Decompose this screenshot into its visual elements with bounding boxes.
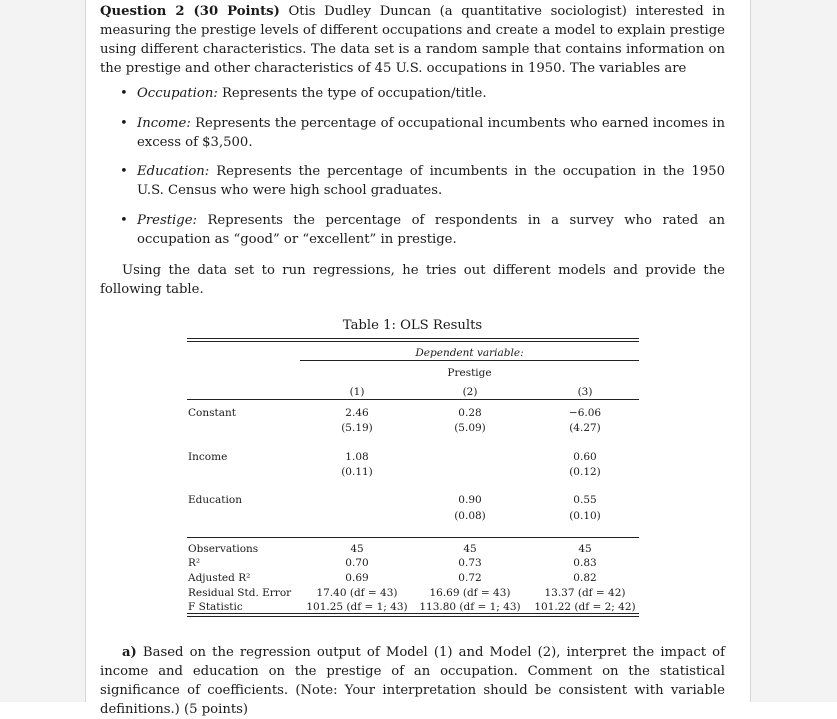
table-caption: Table 1: OLS Results: [342, 318, 483, 333]
question-intro: Otis Dudley Duncan (a quantitative sociologist) interested in measuring the prestige levels of different occupations and create a model to explain prestige using different characteristics. The data set is a random sample that contains information on the prestige and other characteristics of 45 U.S. occupations in 1950. The variables are: [100, 4, 725, 76]
stat-cell: 0.69: [345, 572, 369, 584]
se-cell: (5.09): [454, 422, 486, 434]
table-top-rule-2: [187, 341, 639, 342]
bullet-icon: •: [120, 116, 128, 131]
stat-label: F Statistic: [188, 601, 243, 613]
dep-var-rule: [300, 360, 639, 361]
row-label: Constant: [188, 407, 236, 419]
stat-cell: 0.70: [345, 557, 369, 569]
se-cell: (4.27): [569, 422, 601, 434]
model-header: (2): [462, 386, 478, 398]
part-a-label: a): [122, 645, 137, 660]
stat-cell: 13.37 (df = 42): [544, 587, 626, 599]
bullet-icon: •: [120, 213, 128, 228]
variable-desc: Represents the percentage of occupational incumbents who earned incomes in excess of $3,500.: [137, 116, 725, 150]
se-cell: (0.08): [454, 510, 486, 522]
using-paragraph: Using the data set to run regressions, he tries out different models and provide the following table.: [100, 263, 725, 297]
model-header: (3): [577, 386, 593, 398]
stat-label: Residual Std. Error: [188, 587, 292, 599]
question-paragraph: [100, 2, 725, 78]
se-cell: (5.19): [341, 422, 373, 434]
stat-label: Adjusted R²: [188, 572, 251, 584]
variable-name: Income:: [137, 116, 191, 131]
list-item: [100, 212, 725, 249]
coef-cell: 2.46: [345, 407, 369, 419]
variable-name: Occupation:: [137, 86, 218, 101]
stat-cell: 16.69 (df = 43): [429, 587, 511, 599]
stat-cell: 0.83: [573, 557, 597, 569]
row-label: Education: [188, 494, 242, 506]
stat-label: R²: [188, 557, 201, 569]
dep-var-header: Dependent variable:: [415, 347, 524, 359]
table-bottom-rule-2: [187, 616, 639, 617]
list-item: [100, 115, 725, 152]
right-margin: [750, 0, 837, 702]
coef-cell: 0.55: [573, 494, 597, 506]
part-a-text: Based on the regression output of Model (1) and Model (2), interpret the impact of income and education on the prestige of an occupation. Comment on the statistical significance of coefficients. (Note: Your interpretation should be consistent with variable definitions.) (5 points): [100, 645, 725, 717]
question-heading: Question 2 (30 Points): [100, 4, 280, 19]
coef-cell: −6.06: [568, 407, 602, 419]
list-item: [100, 85, 725, 104]
bullet-icon: •: [120, 86, 128, 101]
stats-rule: [187, 537, 639, 538]
coef-cell: 1.08: [345, 451, 369, 463]
stat-label: Observations: [188, 543, 259, 555]
variable-desc: Represents the type of occupation/title.: [221, 86, 487, 101]
part-a-paragraph: [100, 643, 725, 719]
bullet-icon: •: [120, 164, 128, 179]
variable-name: Education:: [137, 164, 210, 179]
model-header: (1): [349, 386, 365, 398]
stat-cell: 45: [463, 543, 477, 555]
se-cell: (0.10): [569, 510, 601, 522]
variable-desc: Represents the percentage of incumbents in the occupation in the 1950 U.S. Census who were high school graduates.: [137, 164, 725, 198]
stat-cell: 0.82: [573, 572, 597, 584]
list-item: [100, 163, 725, 200]
row-label: Income: [188, 451, 228, 463]
stat-cell: 45: [350, 543, 364, 555]
coef-cell: 0.60: [573, 451, 597, 463]
stat-cell: 101.25 (df = 1; 43): [306, 601, 408, 613]
variable-name: Prestige:: [137, 213, 197, 228]
coef-cell: 0.90: [458, 494, 482, 506]
variable-desc: Represents the percentage of respondents in a survey who rated an occupation as “good” or “excellent” in prestige.: [137, 213, 725, 247]
stat-cell: 45: [578, 543, 592, 555]
se-cell: (0.12): [569, 466, 601, 478]
table-top-rule: [187, 338, 639, 339]
stat-cell: 17.40 (df = 43): [316, 587, 398, 599]
dep-var-name: Prestige: [447, 367, 492, 379]
stat-cell: 0.72: [458, 572, 482, 584]
se-cell: (0.11): [341, 466, 373, 478]
header-rule: [187, 399, 639, 400]
stat-cell: 113.80 (df = 1; 43): [419, 601, 521, 613]
left-margin: [0, 0, 86, 702]
stat-cell: 101.22 (df = 2; 42): [534, 601, 636, 613]
stat-cell: 0.73: [458, 557, 482, 569]
coef-cell: 0.28: [458, 407, 482, 419]
